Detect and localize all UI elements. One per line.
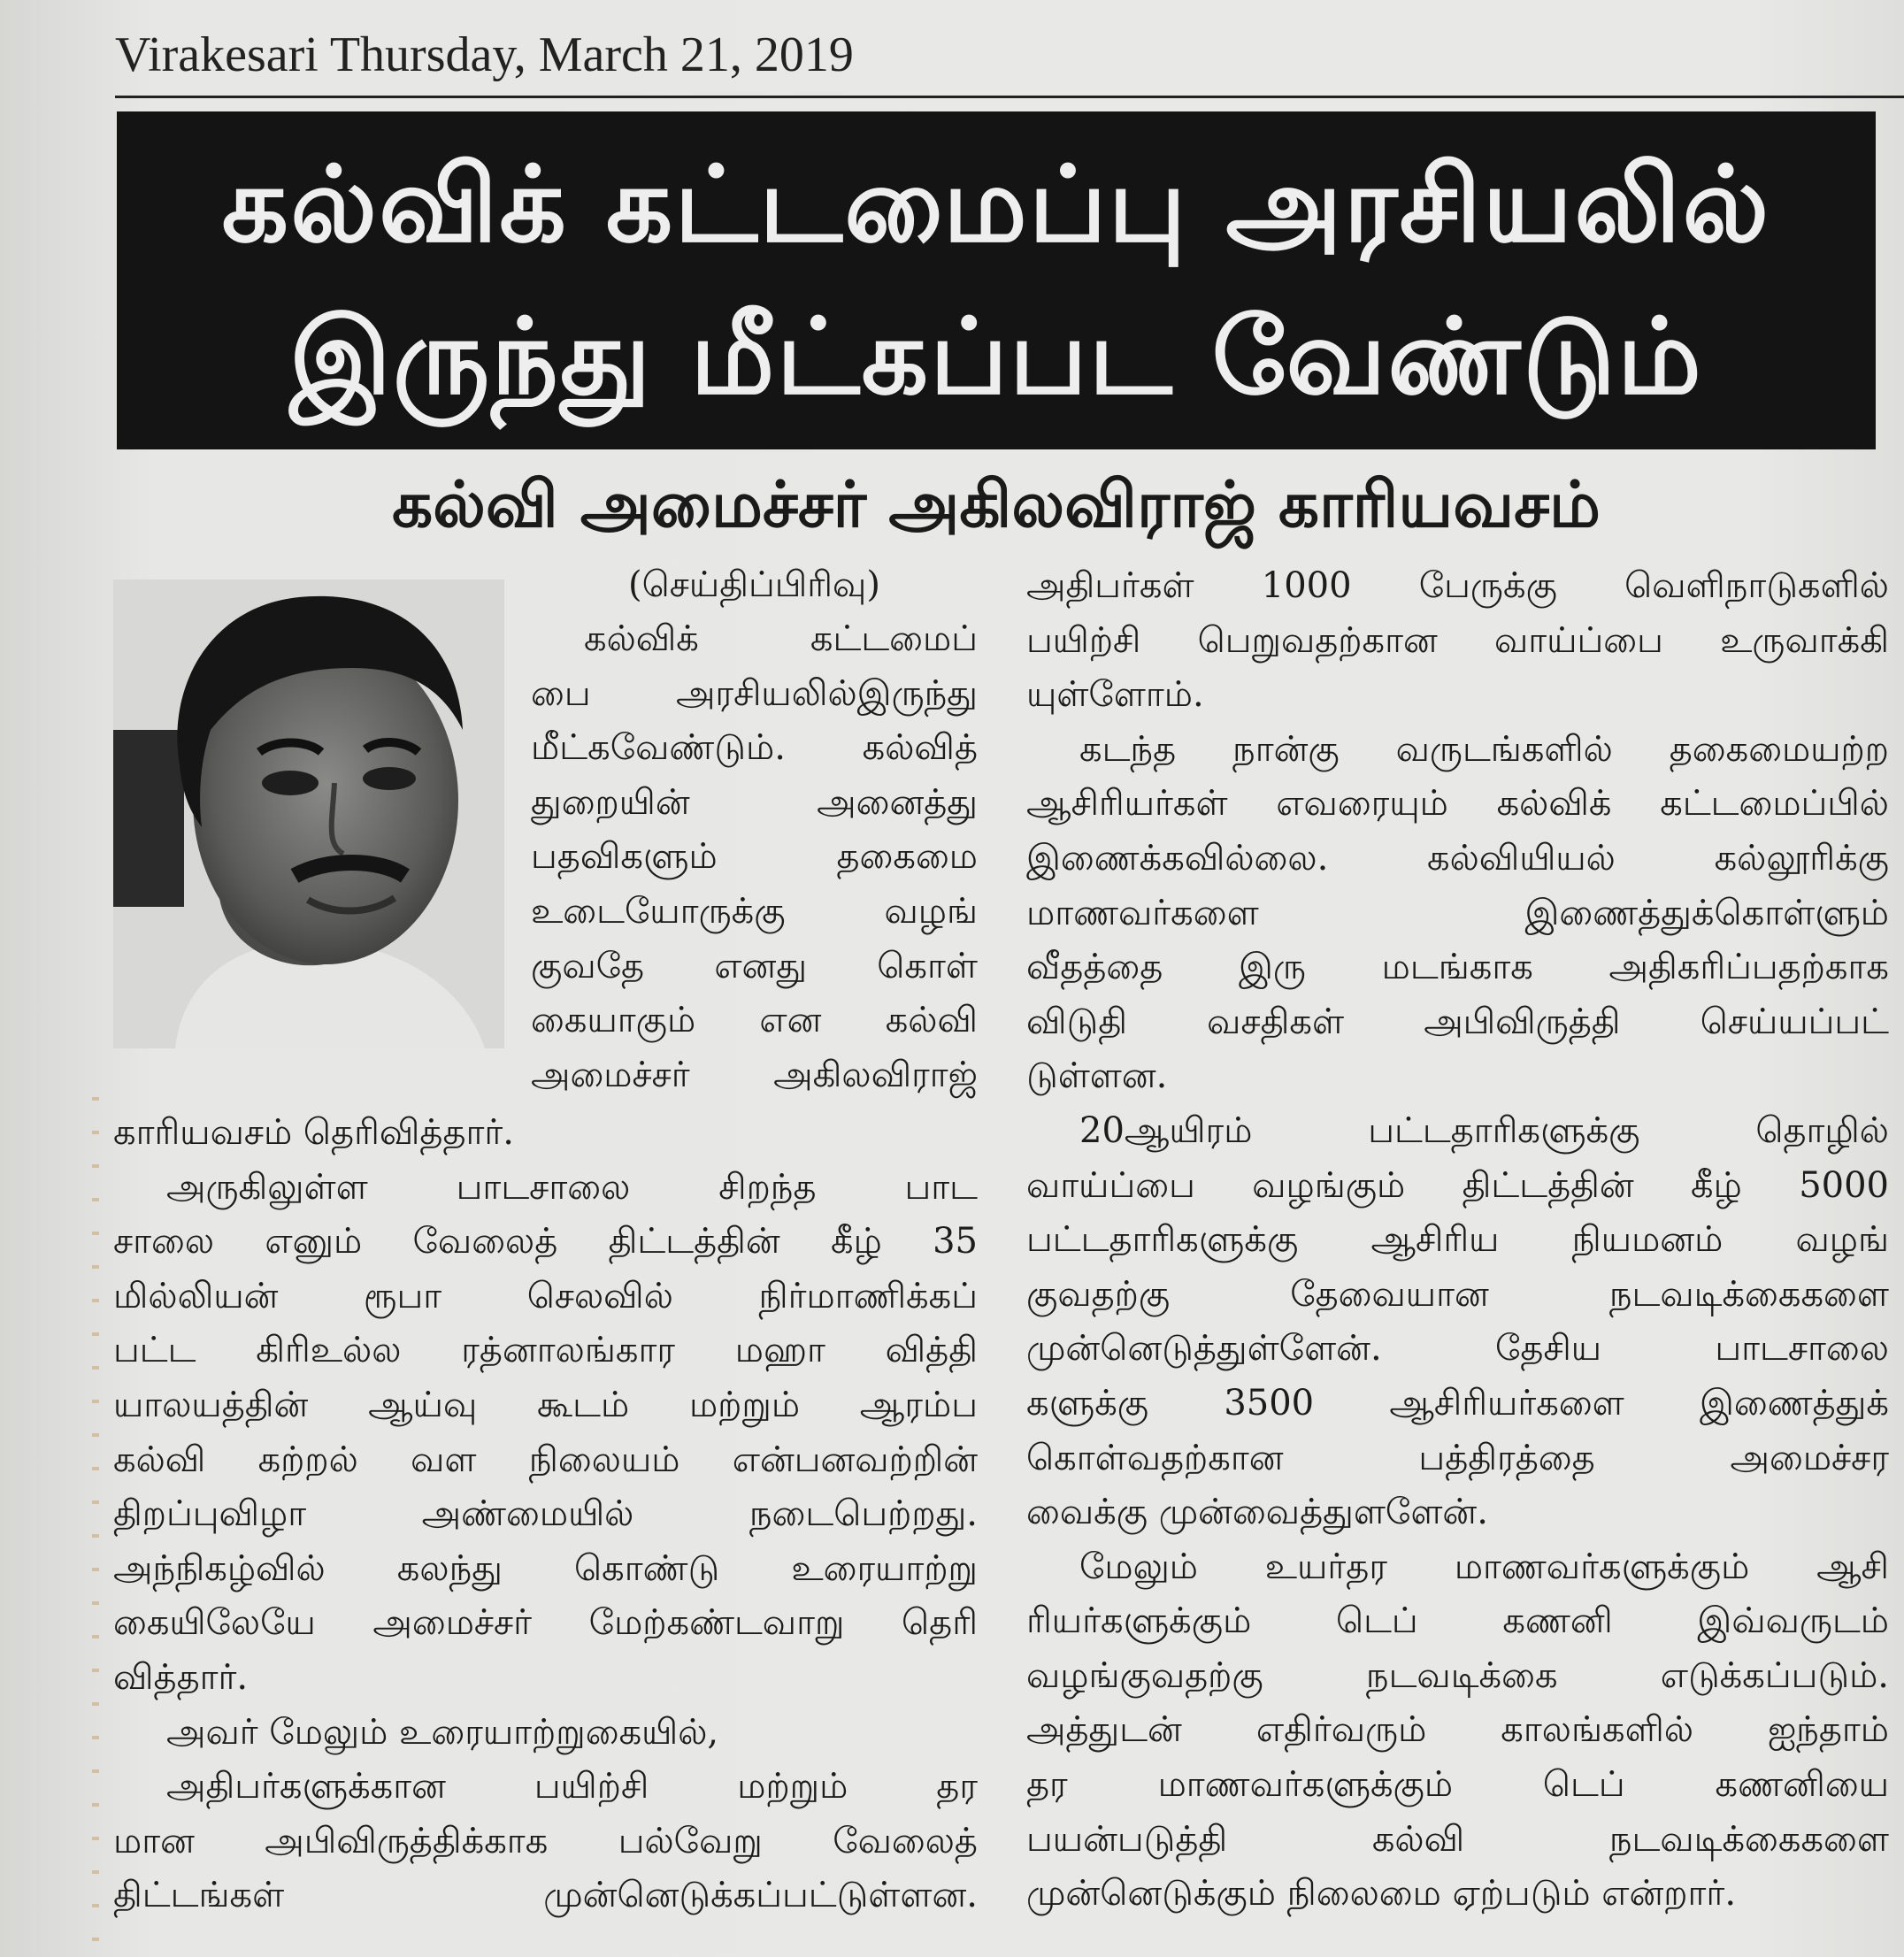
text-line: திட்டங்கள் முன்னெடுக்கப்பட்டுள்ளன. (113, 1875, 978, 1916)
text-line: வீதத்தை இரு மடங்காக அதிகரிப்பதற்காக (1026, 947, 1889, 988)
text-line: கல்வி கற்றல் வள நிலையம் என்பனவற்றின் (113, 1439, 978, 1480)
text-line: பட்ட கிரிஉல்ல ரத்னாலங்கார மஹா வித்தி (113, 1330, 978, 1371)
text-line: அதிபர்களுக்கான பயிற்சி மற்றும் தர (166, 1766, 978, 1807)
text-line: உடையோருக்கு வழங் (531, 890, 978, 932)
text-line: பை அரசியலில்இருந்து (531, 672, 978, 714)
text-line: வழங்குவதற்கு நடவடிக்கை எடுக்கப்படும். (1026, 1654, 1889, 1696)
text-line: அதிபர்கள் 1000 பேருக்கு வெளிநாடுகளில் (1026, 565, 1889, 606)
news-credit: (செய்திப்பிரிவு) (628, 564, 880, 605)
text-line: ரியர்களுக்கும் டெப் கணனி இவ்வருடம் (1026, 1600, 1889, 1642)
headline-banner (117, 111, 1876, 449)
binding-edge-marks (92, 1097, 99, 1946)
text-line: பதவிகளும் தகைமை (531, 836, 978, 878)
text-line: அந்நிகழ்வில் கலந்து கொண்டு உரையாற்று (113, 1547, 978, 1589)
text-line: மான அபிவிருத்திக்காக பல்வேறு வேலைத் (113, 1820, 978, 1861)
portrait-illustration (113, 579, 504, 1048)
text-line: யாலயத்தின் ஆய்வு கூடம் மற்றும் ஆரம்ப (113, 1384, 978, 1425)
text-line: கல்விக் கட்டமைப் (584, 618, 978, 659)
text-line: இணைக்கவில்லை. கல்வியியல் கல்லூரிக்கு (1026, 837, 1889, 879)
subheadline: கல்வி அமைச்சர் அகிலவிராஜ் காரியவசம் (392, 467, 1601, 541)
text-line: ஆசிரியர்கள் எவரையும் கல்விக் கட்டமைப்பில் (1026, 783, 1889, 825)
text-line: விடுதி வசதிகள் அபிவிருத்தி செய்யப்பட் (1026, 1001, 1889, 1042)
text-line: தர மாணவர்களுக்கும் டெப் கணனியை (1026, 1764, 1889, 1806)
text-line: பயிற்சி பெறுவதற்கான வாய்ப்பை உருவாக்கி (1026, 619, 1889, 661)
text-line: முன்னெடுத்துள்ளேன். தேசிய பாடசாலை (1026, 1328, 1889, 1370)
text-line: திறப்புவிழா அண்மையில் நடைபெற்றது. (113, 1493, 978, 1535)
text-line: குவதற்கு தேவையான நடவடிக்கைகளை (1026, 1273, 1889, 1315)
dateline-rule (115, 96, 1904, 98)
text-line: கையிலேயே அமைச்சர் மேற்கண்டவாறு தெரி (113, 1602, 978, 1644)
text-line: அவர் மேலும் உரையாற்றுகையில், (166, 1711, 719, 1753)
text-line: கொள்வதற்கான பத்திரத்தை அமைச்சர (1026, 1437, 1889, 1478)
text-line: வாய்ப்பை வழங்கும் திட்டத்தின் கீழ் 5000 (1026, 1164, 1889, 1206)
right-text-column (1026, 559, 1889, 1922)
text-line: மில்லியன் ரூபா செலவில் நிர்மாணிக்கப் (113, 1275, 978, 1316)
text-line: குவதே எனது கொள் (531, 945, 978, 986)
text-line: கையாகும் என கல்வி (531, 1000, 978, 1041)
headline-line-2: இருந்து மீட்கப்பட வேண்டும் (289, 295, 1703, 418)
text-line: அருகிலுள்ள பாடசாலை சிறந்த பாட (166, 1166, 978, 1208)
text-line: சாலை எனும் வேலைத் திட்டத்தின் கீழ் 35 (113, 1221, 978, 1262)
text-line: களுக்கு 3500 ஆசிரியர்களை இணைத்துக் (1026, 1382, 1889, 1424)
text-line: அமைச்சர் அகிலவிராஜ் (531, 1054, 978, 1095)
text-line: காரியவசம் தெரிவித்தார். (113, 1112, 515, 1153)
dateline: Virakesari Thursday, March 21, 2019 (115, 27, 854, 82)
text-line: கடந்த நான்கு வருடங்களில் தகைமையற்ற (1079, 728, 1889, 770)
text-line: மேலும் உயர்தர மாணவர்களுக்கும் ஆசி (1079, 1546, 1889, 1587)
text-line: பட்டதாரிகளுக்கு ஆசிரிய நியமனம் வழங் (1026, 1219, 1889, 1261)
text-line: துறையின் அனைத்து (531, 781, 978, 823)
minister-photo (113, 579, 504, 1048)
text-line: யுள்ளோம். (1026, 674, 1204, 716)
text-line: டுள்ளன. (1026, 1055, 1168, 1097)
headline-line-1: கல்விக் கட்டமைப்பு அரசியலில் (221, 143, 1771, 265)
text-line: மாணவர்களை இணைத்துக்கொள்ளும் (1026, 892, 1889, 933)
text-line: வித்தார். (113, 1656, 249, 1698)
text-line: அத்துடன் எதிர்வரும் காலங்களில் ஐந்தாம் (1026, 1709, 1889, 1751)
text-line: மீட்கவேண்டும். கல்வித் (531, 727, 978, 769)
left-text-column (113, 1106, 978, 1923)
narrow-text-column (531, 612, 978, 1102)
text-line: பயன்படுத்தி கல்வி நடவடிக்கைகளை (1026, 1818, 1889, 1860)
text-line: முன்னெடுக்கும் நிலைமை ஏற்படும் என்றார். (1026, 1873, 1737, 1915)
text-line: வைக்கு முன்வைத்துளளேன். (1026, 1492, 1488, 1533)
text-line: 20ஆயிரம் பட்டதாரிகளுக்கு தொழில் (1079, 1109, 1889, 1151)
